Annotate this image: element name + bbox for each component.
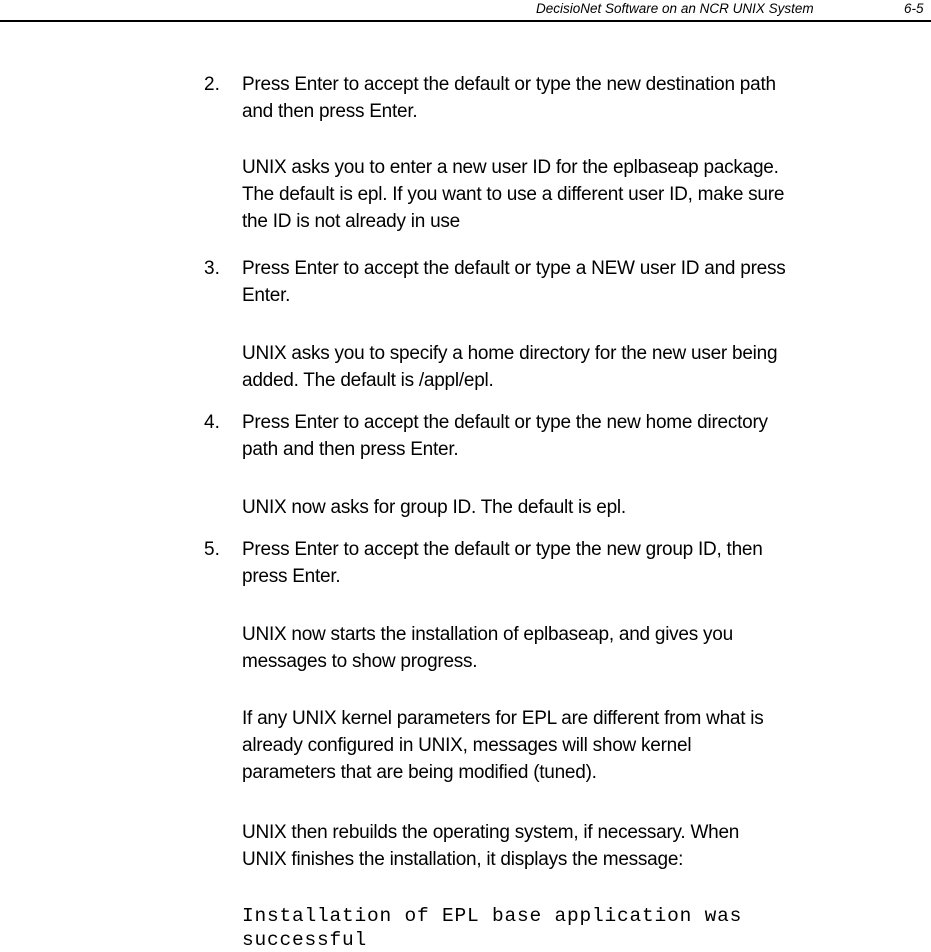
step-note (242, 819, 739, 873)
message-line: Installation of EPL base application was (242, 905, 743, 927)
step-note (242, 154, 784, 235)
text-line: UNIX asks you to enter a new user ID for the eplbaseap package. (242, 157, 779, 178)
running-title: DecisioNet Software on an NCR UNIX System (536, 1, 814, 16)
text-line: path and then press Enter. (242, 439, 459, 460)
page-number: 6-5 (904, 1, 924, 16)
text-line: UNIX finishes the installation, it displays the message: (242, 849, 684, 870)
step-note (242, 340, 777, 394)
step-instruction (242, 71, 776, 125)
text-line: Press Enter to accept the default or type the new destination path (242, 74, 776, 95)
text-line: the ID is not already in use (242, 211, 460, 232)
text-line: UNIX then rebuilds the operating system, if necessary. When (242, 822, 740, 843)
message-line: successful (242, 929, 368, 951)
page-header (0, 0, 931, 22)
step-number: 5. (204, 539, 220, 560)
text-line: Enter. (242, 285, 291, 306)
step-number: 2. (204, 74, 220, 95)
text-line: The default is epl. If you want to use a different user ID, make sure (242, 184, 785, 205)
text-line: messages to show progress. (242, 651, 478, 672)
text-line: added. The default is /appl/epl. (242, 370, 494, 391)
text-line: and then press Enter. (242, 101, 418, 122)
step-note (242, 705, 764, 786)
text-line: Press Enter to accept the default or type the new home directory (242, 412, 768, 433)
system-message (242, 904, 742, 952)
text-line: If any UNIX kernel parameters for EPL are different from what is (242, 708, 764, 729)
step-instruction (242, 536, 763, 590)
text-line: Press Enter to accept the default or type the new group ID, then (242, 539, 763, 560)
text-line: Press Enter to accept the default or type a NEW user ID and press (242, 258, 786, 279)
step-instruction (242, 255, 785, 309)
step-note (242, 621, 733, 675)
step-number: 4. (204, 412, 220, 433)
text-line: parameters that are being modified (tuned). (242, 762, 597, 783)
step-number: 3. (204, 258, 220, 279)
text-line: UNIX asks you to specify a home directory for the new user being (242, 343, 778, 364)
step-note (242, 494, 626, 521)
text-line: press Enter. (242, 566, 341, 587)
text-line: UNIX now asks for group ID. The default is epl. (242, 497, 626, 518)
step-instruction (242, 409, 768, 463)
text-line: already configured in UNIX, messages will show kernel (242, 735, 692, 756)
text-line: UNIX now starts the installation of eplbaseap, and gives you (242, 624, 733, 645)
